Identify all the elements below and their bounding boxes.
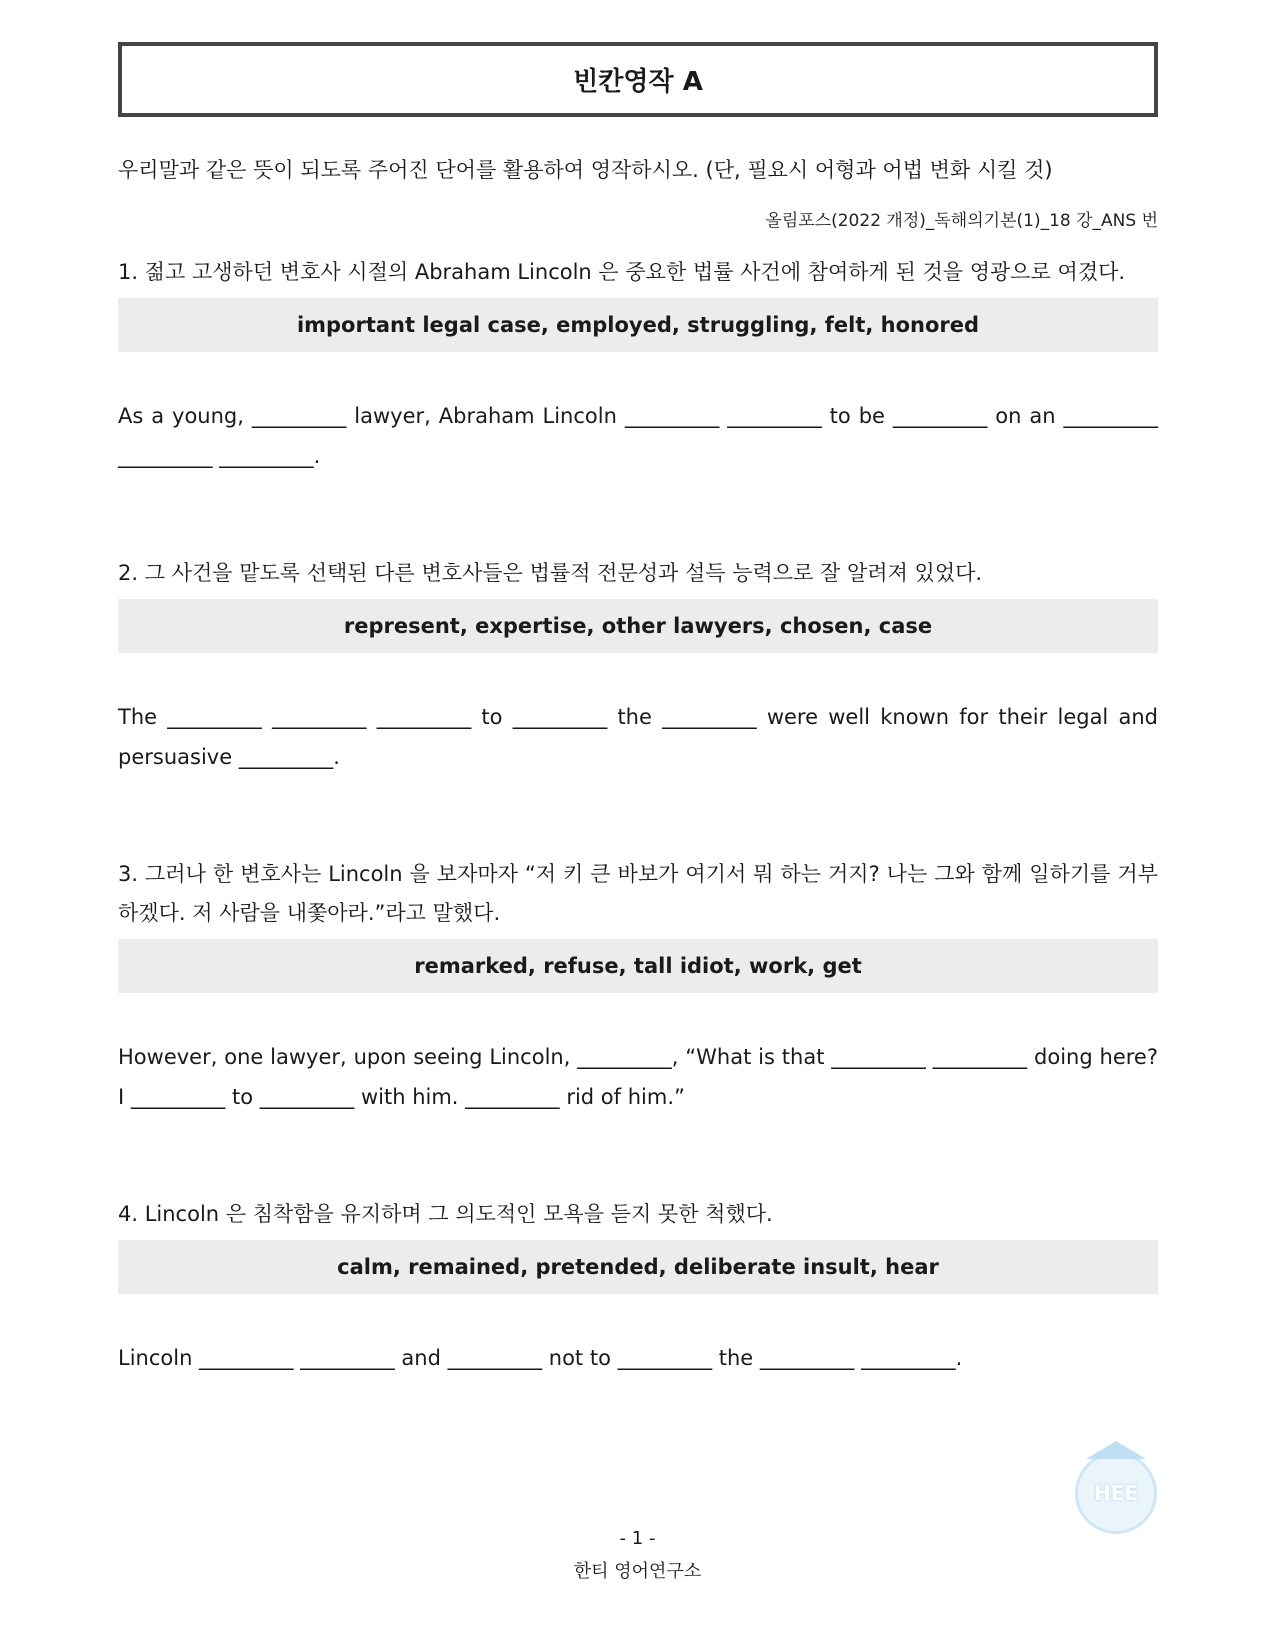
- word-hint-box: [118, 599, 1158, 653]
- question-prompt: 3. 그러나 한 변호사는 Lincoln 을 보자마자 “저 키 큰 바보가 여기서 뭐 하는 거지? 나는 그와 함께 일하기를 거부하겠다. 저 사람을 내쫓아라.”라고 말했다.: [118, 862, 1158, 926]
- institute-name: 한티 영어연구소: [573, 1561, 702, 1582]
- question-prompt: 2. 그 사건을 맡도록 선택된 다른 변호사들은 법률적 전문성과 설득 능력으로 잘 알려져 있었다.: [118, 561, 983, 586]
- source-reference: 올림포스(2022 개정)_독해의기본(1)_18 강_ANS 번: [765, 211, 1158, 232]
- answer-sentence[interactable]: Lincoln _________ _________ and _________ not to _________ the _________ _________.: [118, 1346, 963, 1371]
- word-hint: represent, expertise, other lawyers, chosen, case: [343, 614, 933, 639]
- answer-sentence[interactable]: However, one lawyer, upon seeing Lincoln, _________, “What is that _________ _________ doing here? I _________ to _________ with him. _________ rid of him.”: [118, 1045, 1158, 1110]
- page-number: - 1 -: [619, 1528, 656, 1549]
- question-prompt: 4. Lincoln 은 침착함을 유지하며 그 의도적인 모욕을 듣지 못한 척했다.: [118, 1202, 773, 1227]
- page-footer: [0, 1522, 1275, 1588]
- question-1: [118, 253, 1158, 476]
- answer-sentence[interactable]: As a young, _________ lawyer, Abraham Lincoln _________ _________ to be _________ on an _________ _________ _________.: [118, 404, 1158, 469]
- answer-sentence[interactable]: The _________ _________ _________ to _________ the _________ were well known for their legal and persuasive _________.: [118, 705, 1158, 770]
- logo-text: HEE: [1093, 1481, 1139, 1505]
- graduation-cap-icon: [1086, 1441, 1146, 1459]
- word-hint: calm, remained, pretended, deliberate insult, hear: [337, 1255, 939, 1280]
- question-2: [118, 554, 1158, 777]
- page-title: 빈칸영작 A: [573, 67, 703, 97]
- word-hint-box: [118, 1240, 1158, 1294]
- worksheet-page: [118, 42, 1158, 1378]
- word-hint: remarked, refuse, tall idiot, work, get: [414, 954, 862, 979]
- question-4: [118, 1195, 1158, 1378]
- word-hint-box: [118, 939, 1158, 993]
- question-3: [118, 855, 1158, 1117]
- word-hint-box: [118, 298, 1158, 352]
- question-prompt: 1. 젊고 고생하던 변호사 시절의 Abraham Lincoln 은 중요한 법률 사건에 참여하게 된 것을 영광으로 여겼다.: [118, 260, 1126, 285]
- word-hint: important legal case, employed, struggling, felt, honored: [296, 313, 980, 338]
- title-box: [118, 42, 1158, 117]
- instructions: 우리말과 같은 뜻이 되도록 주어진 단어를 활용하여 영작하시오. (단, 필요시 어형과 어법 변화 시킬 것): [118, 158, 1053, 182]
